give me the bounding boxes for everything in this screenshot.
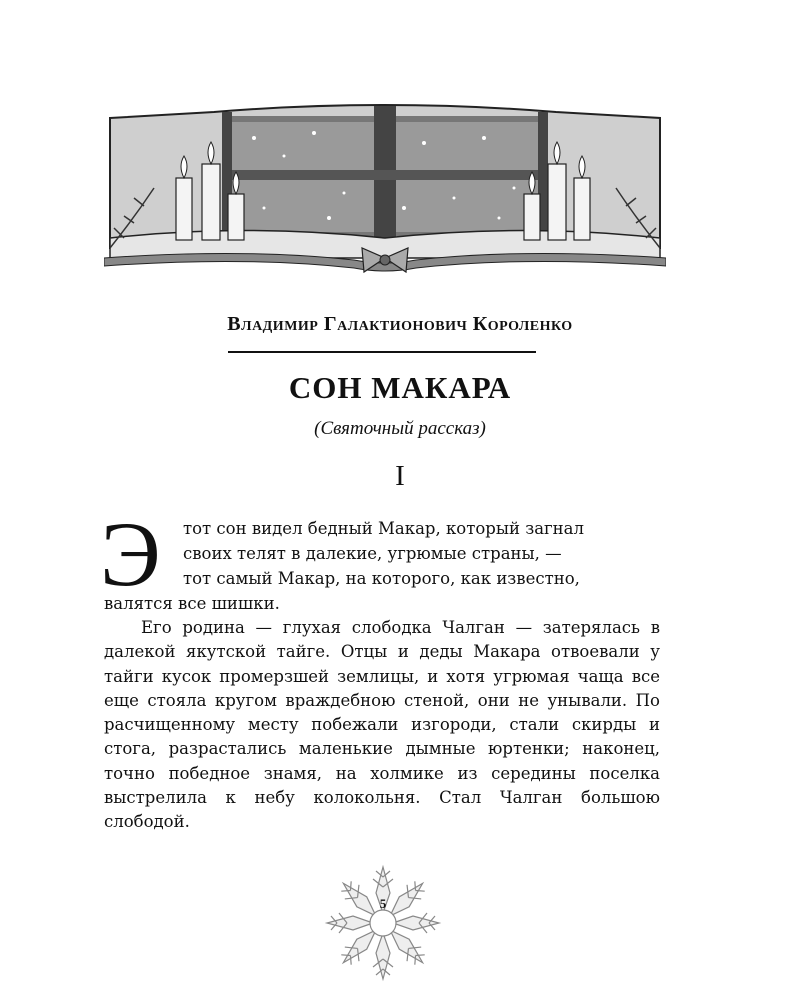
paragraph-line: валятся все шишки.: [104, 594, 280, 613]
paragraph-line: тот сон видел бедный Макар, который загнал: [183, 519, 584, 538]
drop-cap: Э: [100, 503, 161, 605]
body-paragraph: Его родина — глухая слободка Чалган — затерялась в далекой якутской тайге. Отцы и деды Макара отвоевали у тайги кусок промерзшей землицы, и хотя угрюмая чаща все еще стояла кругом враждебною стеной, они не унывали. По расчищенному месту побежали изгороди, стали скирды и стога, разрастались маленькие дымные юртенки; наконец, точно победное знамя, на холмике из середины поселка выстрелила к небу колокольня. Стал Чалган большою слободой.: [104, 618, 660, 832]
story-subtitle: (Святочный рассказ): [314, 418, 486, 439]
paragraph-line: своих телят в далекие, угрюмые страны, —: [183, 544, 562, 563]
paragraph-line: тот самый Макар, на которого, как известно,: [183, 569, 580, 588]
chapter-number: I: [395, 460, 405, 492]
story-title: СОН МАКАРА: [288, 370, 512, 405]
winter-window-candles-illustration: [104, 98, 666, 278]
snowflake-ornament-icon: [322, 862, 444, 984]
title-divider: [228, 351, 536, 353]
page-number: 5: [379, 896, 387, 911]
author-name: Владимир Галактионович Короленко: [227, 313, 573, 335]
